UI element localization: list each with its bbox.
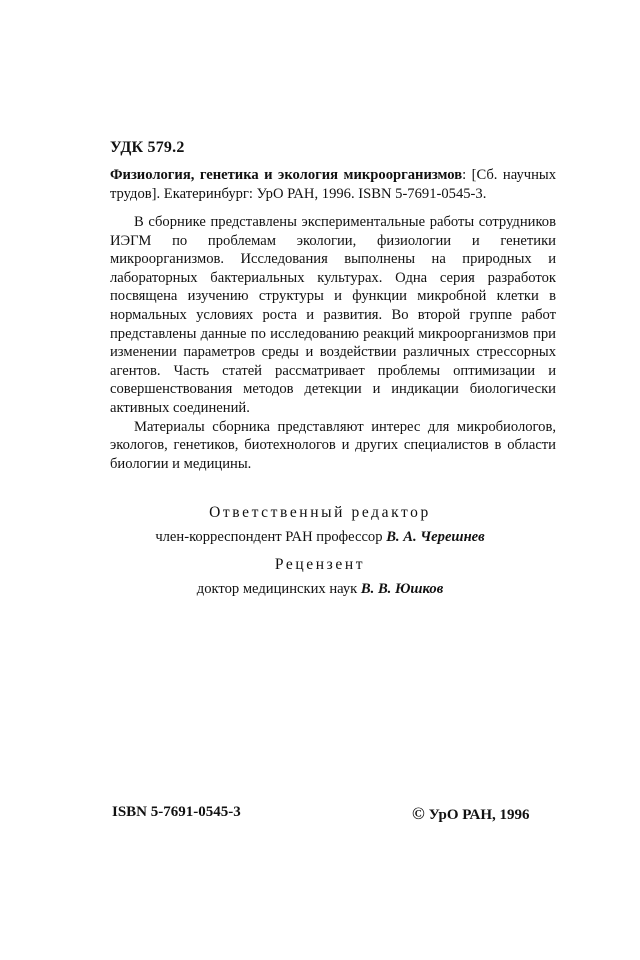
- editor-role: Ответственный редактор: [209, 504, 431, 521]
- editor-line: [0, 529, 640, 546]
- isbn: ISBN 5-7691-0545-3: [112, 804, 241, 820]
- abstract-paragraph-2: Материалы сборника представляют интерес для микробиологов, экологов, генетиков, биотехнологов и других специалистов в области биологии и медицины.: [110, 418, 556, 472]
- reviewer-role: Рецензент: [274, 556, 366, 573]
- copyright-line: [412, 804, 529, 824]
- bibliographic-record: [110, 166, 556, 204]
- udk-code: УДК 579.2: [110, 139, 185, 156]
- copyright-icon: ©: [412, 804, 425, 823]
- collection-title: Физиология, генетика и экология микроорганизмов: [110, 167, 463, 183]
- reviewer-name: В. В. Юшков: [360, 581, 444, 597]
- editor-name: В. А. Черешнев: [386, 529, 485, 545]
- abstract: [110, 213, 556, 473]
- bibliographic-details: : [Сб. научных трудов]. Екатеринбург: УрО РАН, 1996. ISBN 5-7691-0545-3.: [110, 167, 556, 202]
- editor-title: член-корреспондент РАН профессор: [155, 529, 383, 545]
- copyright-text: УрО РАН, 1996: [428, 807, 530, 823]
- reviewer-line: [0, 581, 640, 598]
- abstract-paragraph-1: В сборнике представлены экспериментальные работы сотрудников ИЭГМ по проблемам экологии, физиологии и генетики микроорганизмов. Исследования выполнены на природных и лабораторных бактериальных культурах. Одна серия разработок посвящена изучению структуры и функции микробной клетки в нормальных условиях роста и развития. Во второй группе работ представлены данные по исследованию реакций микроорганизмов при изменении параметров среды и воздействии различных стрессорных агентов. Часть статей рассматривает проблемы оптимизации и совершенствования методов детекции и индикации биологически активных соединений.: [110, 214, 556, 416]
- reviewer-title: доктор медицинских наук: [196, 581, 358, 597]
